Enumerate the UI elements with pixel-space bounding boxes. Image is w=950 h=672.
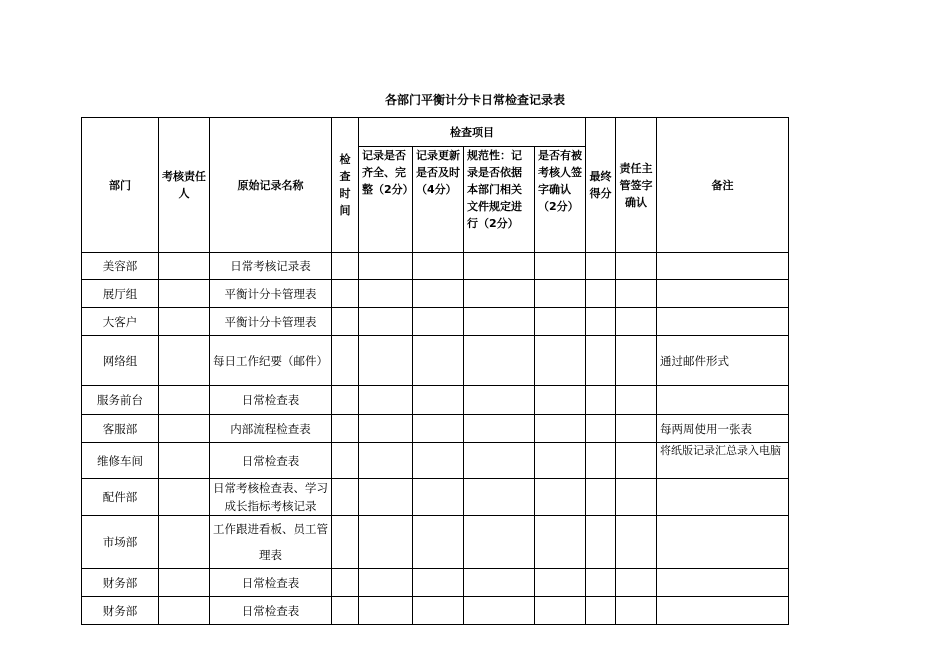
- cell-record: 日常检查表: [210, 597, 332, 625]
- cell-dept: 维修车间: [82, 443, 159, 479]
- header-check-time: 检查时间: [332, 118, 359, 253]
- cell-dept: 财务部: [82, 569, 159, 597]
- table-row: [82, 597, 789, 625]
- cell-dept: 配件部: [82, 479, 159, 516]
- cell-remark: [657, 516, 789, 569]
- cell-remark: [657, 569, 789, 597]
- cell-responsible: [159, 597, 210, 625]
- table-row: [82, 443, 789, 479]
- cell-dept: 客服部: [82, 415, 159, 443]
- page-title: 各部门平衡计分卡日常检查记录表: [384, 93, 565, 107]
- cell-record: 日常考核记录表: [210, 253, 332, 280]
- cell-responsible: [159, 443, 210, 479]
- header-record-name: 原始记录名称: [210, 118, 332, 253]
- header-responsible: 考核责任人: [159, 118, 210, 253]
- cell-responsible: [159, 253, 210, 280]
- cell-responsible: [159, 516, 210, 569]
- table-row: [82, 569, 789, 597]
- cell-record: 日常检查表: [210, 386, 332, 415]
- cell-dept: 美容部: [82, 253, 159, 280]
- cell-dept: 大客户: [82, 308, 159, 336]
- cell-responsible: [159, 308, 210, 336]
- cell-dept: 网络组: [82, 336, 159, 386]
- cell-responsible: [159, 386, 210, 415]
- cell-record: 日常检查表: [210, 443, 332, 479]
- cell-remark: 每两周使用一张表: [657, 415, 789, 443]
- cell-remark: 将纸版记录汇总录入电脑: [657, 443, 789, 479]
- cell-record: 内部流程检查表: [210, 415, 332, 443]
- header-manager-confirm: 责任主管签字确认: [616, 118, 657, 253]
- cell-remark: [657, 597, 789, 625]
- table-row: [82, 516, 789, 569]
- cell-record: 每日工作纪要（邮件）: [210, 336, 332, 386]
- cell-responsible: [159, 479, 210, 516]
- header-remarks: 备注: [657, 118, 789, 253]
- table-row: [82, 415, 789, 443]
- cell-dept: 市场部: [82, 516, 159, 569]
- table-row: [82, 280, 789, 308]
- cell-dept: 财务部: [82, 597, 159, 625]
- table-row: [82, 386, 789, 415]
- cell-remark: [657, 308, 789, 336]
- table-row: [82, 253, 789, 280]
- cell-dept: 服务前台: [82, 386, 159, 415]
- header-final-score: 最终得分: [586, 118, 616, 253]
- header-item-signature: 是否有被考核人签字确认（2分）: [535, 147, 586, 253]
- table-row: [82, 479, 789, 516]
- header-item-compliance: 规范性：记录是否依据本部门相关文件规定进行（2分）: [464, 147, 535, 253]
- cell-dept: 展厅组: [82, 280, 159, 308]
- table-row: [82, 308, 789, 336]
- cell-remark: [657, 253, 789, 280]
- cell-remark: 通过邮件形式: [657, 336, 789, 386]
- header-item-timeliness: 记录更新是否及时（4分）: [413, 147, 464, 253]
- cell-responsible: [159, 280, 210, 308]
- cell-remark: [657, 386, 789, 415]
- cell-record: 日常考核检查表、学习成长指标考核记录: [210, 479, 332, 516]
- cell-responsible: [159, 336, 210, 386]
- header-dept: 部门: [82, 118, 159, 253]
- cell-responsible: [159, 569, 210, 597]
- table-row: [82, 336, 789, 386]
- cell-responsible: [159, 415, 210, 443]
- cell-record: 平衡计分卡管理表: [210, 308, 332, 336]
- cell-remark: [657, 280, 789, 308]
- header-check-items: 检查项目: [359, 118, 586, 147]
- cell-record: 日常检查表: [210, 569, 332, 597]
- cell-remark: [657, 479, 789, 516]
- inspection-table: [81, 117, 789, 625]
- cell-record: 工作跟进看板、员工管理表: [210, 516, 332, 569]
- header-item-completeness: 记录是否齐全、完整（2分）: [359, 147, 413, 253]
- cell-record: 平衡计分卡管理表: [210, 280, 332, 308]
